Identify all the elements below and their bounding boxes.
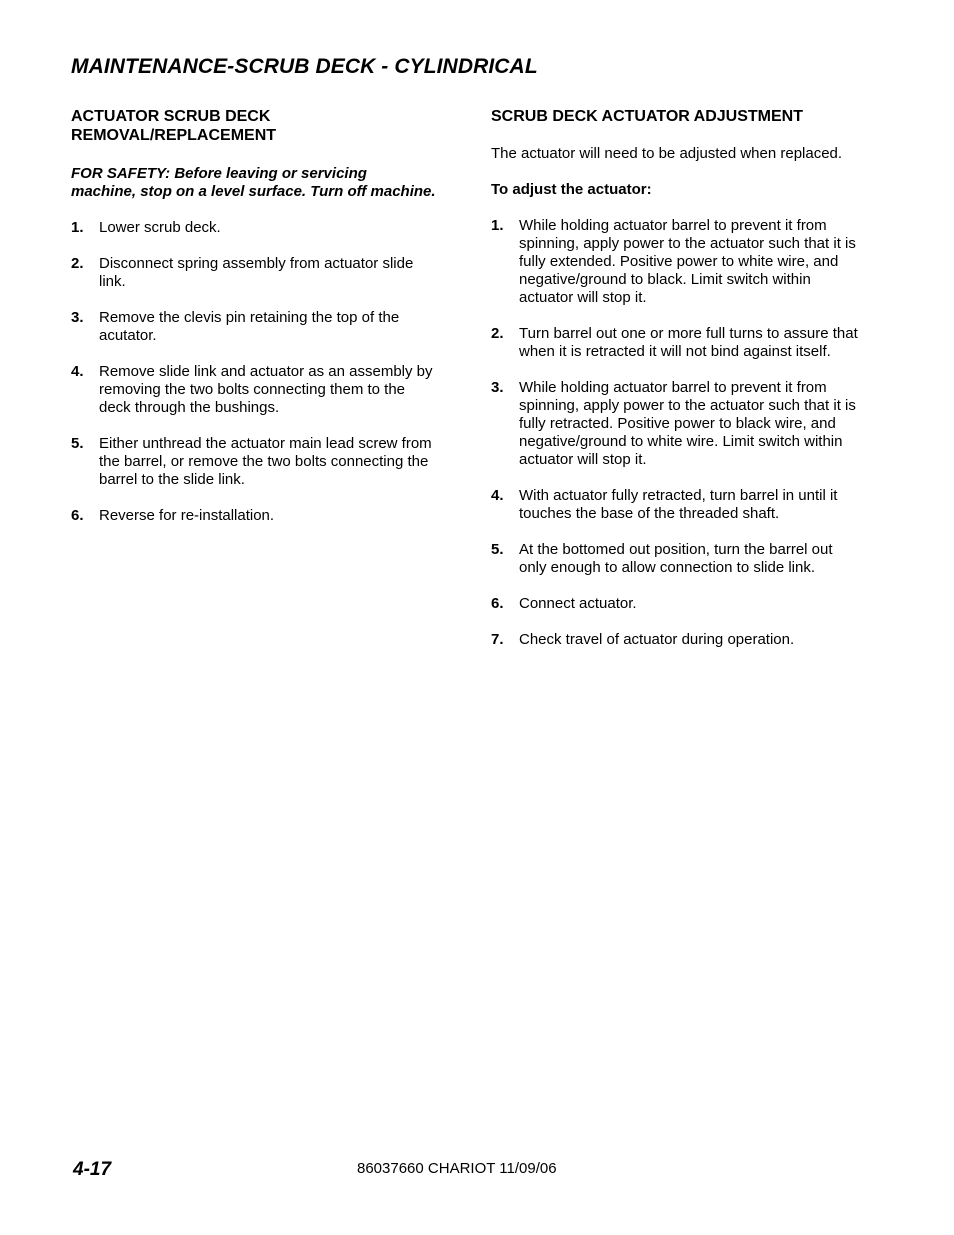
step-number: 2. bbox=[71, 255, 84, 272]
adjustment-step bbox=[491, 325, 863, 361]
adjustment-step bbox=[491, 595, 863, 613]
step-number: 4. bbox=[491, 487, 504, 504]
step-number: 6. bbox=[71, 507, 84, 524]
removal-step bbox=[71, 507, 436, 525]
step-number: 2. bbox=[491, 325, 504, 342]
removal-step bbox=[71, 435, 436, 489]
step-text: While holding actuator barrel to prevent it from spinning, apply power to the actuator such that it is fully extended. Positive power to white wire, and negative/ground to black. Limit switch within actuator will stop it. bbox=[519, 217, 856, 306]
removal-step bbox=[71, 255, 436, 291]
adjustment-step bbox=[491, 379, 863, 469]
adjustment-step bbox=[491, 541, 863, 577]
step-number: 7. bbox=[491, 631, 504, 648]
step-number: 6. bbox=[491, 595, 504, 612]
step-number: 5. bbox=[491, 541, 504, 558]
step-number: 4. bbox=[71, 363, 84, 380]
removal-heading bbox=[71, 107, 436, 145]
removal-step bbox=[71, 219, 436, 237]
step-text: Connect actuator. bbox=[519, 595, 637, 612]
removal-step bbox=[71, 363, 436, 417]
removal-heading-line2: REMOVAL/REPLACEMENT bbox=[71, 127, 277, 144]
safety-note: FOR SAFETY: Before leaving or servicing machine, stop on a level surface. Turn off machine. bbox=[71, 165, 436, 200]
step-text: Either unthread the actuator main lead screw from the barrel, or remove the two bolts connecting the barrel to the slide link. bbox=[99, 435, 432, 488]
removal-heading-line1: ACTUATOR SCRUB DECK bbox=[71, 108, 271, 125]
step-text: Reverse for re-installation. bbox=[99, 507, 275, 524]
step-text: At the bottomed out position, turn the barrel out only enough to allow connection to slide link. bbox=[519, 541, 833, 576]
adjustment-subheading: To adjust the actuator: bbox=[491, 181, 652, 198]
adjustment-step bbox=[491, 631, 863, 649]
adjustment-step bbox=[491, 217, 863, 307]
adjustment-section bbox=[491, 107, 863, 649]
removal-steps bbox=[71, 219, 436, 525]
removal-section bbox=[71, 107, 436, 525]
step-text: Turn barrel out one or more full turns to assure that when it is retracted it will not bind against itself. bbox=[519, 325, 858, 360]
step-text: With actuator fully retracted, turn barrel in until it touches the base of the threaded shaft. bbox=[519, 487, 838, 522]
step-number: 3. bbox=[71, 309, 84, 326]
step-number: 1. bbox=[71, 219, 84, 236]
step-number: 1. bbox=[491, 217, 504, 234]
step-text: Lower scrub deck. bbox=[99, 219, 221, 236]
step-text: Disconnect spring assembly from actuator slide link. bbox=[99, 255, 414, 290]
step-number: 5. bbox=[71, 435, 84, 452]
removal-step bbox=[71, 309, 436, 345]
step-text: Remove the clevis pin retaining the top of the acutator. bbox=[99, 309, 400, 344]
page-number: 4-17 bbox=[73, 1159, 112, 1180]
adjustment-intro: The actuator will need to be adjusted when replaced. bbox=[491, 145, 843, 162]
step-text: While holding actuator barrel to prevent it from spinning, apply power to the actuator such that it is fully retracted. Positive power to black wire, and negative/ground to white wire. Limit switch within actuator will stop it. bbox=[519, 379, 856, 468]
document-info: 86037660 CHARIOT 11/09/06 bbox=[357, 1160, 557, 1177]
step-text: Check travel of actuator during operation. bbox=[519, 631, 795, 648]
adjustment-heading: SCRUB DECK ACTUATOR ADJUSTMENT bbox=[491, 108, 803, 125]
step-number: 3. bbox=[491, 379, 504, 396]
adjustment-step bbox=[491, 487, 863, 523]
page-title: MAINTENANCE-SCRUB DECK - CYLINDRICAL bbox=[71, 55, 538, 78]
adjustment-steps bbox=[491, 217, 863, 649]
step-text: Remove slide link and actuator as an assembly by removing the two bolts connecting them to the deck through the bushings. bbox=[99, 363, 433, 416]
